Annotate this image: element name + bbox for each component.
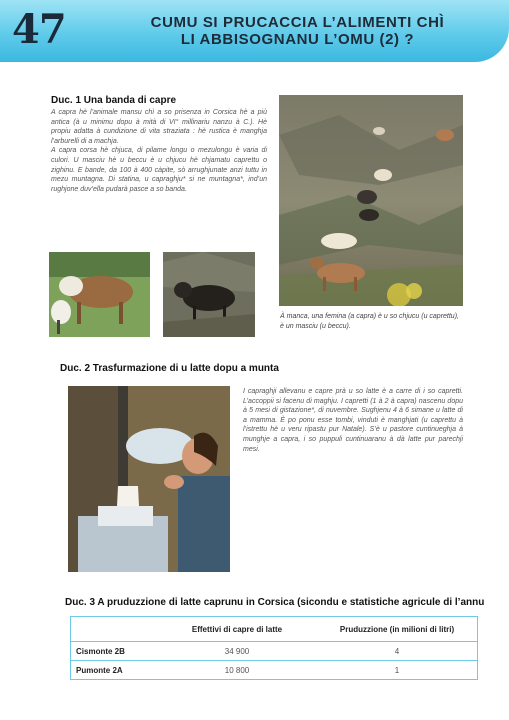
table-cell-effettivi: 34 900 xyxy=(157,642,317,661)
doc1-caption: À manca, una femina (a capra) è u so chjucu (u caprettu), è un masciu (u beccu). xyxy=(280,313,459,330)
table-header-effettivi: Effettivi di capre di latte xyxy=(191,624,283,634)
table-cell-effettivi: 10 800 xyxy=(157,661,317,680)
table-cell-pruduzzione: 1 xyxy=(317,661,478,680)
page-title xyxy=(100,14,495,48)
goats-field-photo xyxy=(49,252,150,337)
table-header-empty xyxy=(71,617,158,642)
doc1-paragraph-1: A capra hè l’animale mansu chì a so prisenza in Corsica hè a più antica (à u minimu dopu à mità di VI° millinariu nanzu à C.). Hè propiu adatta à cundizione di vita straziata : hè rustica è manghja l’arburelli di a machja. xyxy=(51,109,267,145)
doc1-paragraph-2: A capra corsa hè chjuca, di pilame longu o mezulongu è varia di culori. U masciu hè u beccu è u chjucu hè chjamatu caprettu o zighinu. E bande, da 100 à 400 càpite, sò arrughjunate anzi tuttu in mezu muntagna. Di statina, u capraghju* si ne muntagna*, ind’un rughjone duv’ella pudarà pasce a so banda. xyxy=(51,147,267,193)
table-row xyxy=(71,642,478,661)
table-header-pruduzzione: Pruduzzione (in milioni di litri) xyxy=(339,624,455,634)
doc2-text: I capraghji allevanu e capre prà u so latte è a carre di i so capretti. L’accoppii si facenu di maghju. I capretti (1 à 2 à capra) nascenu dopu à 5 mesi di gistazione*, di nuvembre. Sughjenu 4 à 6 simane u latte di a mamma. È po ponu esse tombi, vinduti è manghjati (u caprettu à l’istrettu hè u veru ripastu pur Natale). S’è u pastore cuntinueghja à munghje a capra, i so puppuli cuntinuaranu à dà latte pur parechji mesi. xyxy=(243,388,463,453)
table-row xyxy=(71,661,478,680)
doc3-title: Duc. 3 A pruduzzione di latte caprunu in Corsica (sicondu e statistiche agricule di l’annu xyxy=(65,597,485,608)
doc1-text xyxy=(51,108,267,194)
table-row-label: Cismonte 2B xyxy=(71,642,158,661)
doc1-title: Duc. 1 Una banda di capre xyxy=(51,95,177,106)
page-title-line-1: CUMU SI PRUCACCIA L’ALIMENTI CHÌ xyxy=(150,14,445,31)
page-title-line-2: LI ABBISOGNANU L’OMU (2) ? xyxy=(180,31,415,48)
doc2-title: Duc. 2 Trasfurmazione di u latte dopu a munta xyxy=(60,363,279,374)
table-header-row xyxy=(71,617,478,642)
goats-rocks-photo xyxy=(163,252,255,337)
production-table xyxy=(70,616,478,680)
table-row-label: Pumonte 2A xyxy=(71,661,158,680)
table-cell-pruduzzione: 4 xyxy=(317,642,478,661)
page-number: 47 xyxy=(12,6,66,53)
milk-processing-photo xyxy=(68,386,230,572)
goat-herd-photo xyxy=(279,95,463,306)
